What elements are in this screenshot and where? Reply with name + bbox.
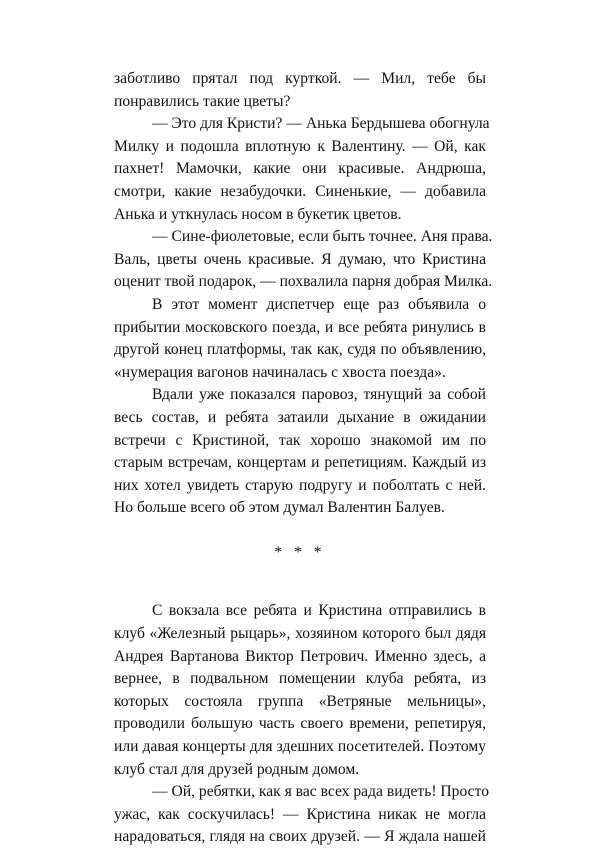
section-separator: * * * bbox=[274, 543, 326, 561]
text-line: понравились такие цветы? bbox=[114, 92, 291, 110]
text-line: — Это для Кристи? — Анька Бердышева обогнула bbox=[152, 115, 490, 133]
text-line: которых состояла группа «Ветряные мельницы», bbox=[114, 692, 486, 710]
text-line: заботливо прятал под курткой. — Мил, тебе бы bbox=[114, 70, 486, 87]
text-line: вернее, в подвальном помещении клуба ребята, из bbox=[114, 670, 486, 688]
text-line: встречи с Кристиной, так хорошо знакомой им по bbox=[114, 431, 486, 449]
text-after-separator bbox=[114, 600, 489, 849]
text-line: старым встречам, концертам и репетициям. Каждый из bbox=[114, 454, 486, 472]
text-line: Валь, цветы очень красивые. Я думаю, что Кристина bbox=[114, 250, 486, 268]
text-line: В этот момент диспетчер еще раз объявила о bbox=[152, 295, 486, 313]
text-line: Анька и уткнулась носом в букетик цветов. bbox=[114, 205, 402, 223]
text-line: прибытии московского поезда, и все ребята ринулись в bbox=[114, 318, 486, 336]
text-line: или давая концерты для здешних посетителей. Поэтому bbox=[114, 738, 486, 756]
paragraph bbox=[114, 600, 486, 781]
paragraph bbox=[114, 113, 490, 226]
text-line: клуб стал для друзей родным домом. bbox=[114, 760, 360, 778]
paragraph bbox=[114, 384, 486, 520]
text-line: С вокзала все ребята и Кристина отправились в bbox=[152, 602, 486, 620]
text-line: смотри, какие незабудочки. Синенькие, — добавила bbox=[114, 182, 486, 200]
paragraph bbox=[114, 226, 493, 294]
text-line: оценит твой подарок, — похвалила парня добрая Милка. bbox=[114, 273, 493, 291]
text-line: Андрея Вартанова Виктор Петрович. Именно здесь, а bbox=[114, 647, 486, 665]
text-line: — Сине-фиолетовые, если быть точнее. Аня права. bbox=[152, 228, 493, 246]
text-line: них хотел увидеть старую подругу и поболтать с ней. bbox=[114, 476, 486, 494]
text-line: — Ой, ребятки, как я вас всех рада видеть! Просто bbox=[152, 783, 489, 801]
paragraph bbox=[114, 781, 489, 849]
text-line: Милку и подошла вплотную к Валентину. — Ой, как bbox=[114, 137, 486, 155]
text-line: клуб «Железный рыцарь», хозяином которого был дядя bbox=[114, 625, 486, 643]
text-line: пахнет! Мамочки, какие они красивые. Андрюша, bbox=[114, 160, 486, 178]
text-line: весь состав, и ребята затаили дыхание в ожидании bbox=[114, 408, 486, 426]
paragraph bbox=[114, 68, 486, 113]
paragraph bbox=[114, 294, 486, 384]
text-line: нарадоваться, глядя на своих друзей. — Я ждала нашей bbox=[114, 828, 486, 846]
text-before-separator bbox=[114, 68, 493, 520]
text-line: проводили большую часть своего времени, репетируя, bbox=[114, 715, 486, 733]
text-line: Вдали уже показался паровоз, тянущий за собой bbox=[152, 386, 486, 404]
text-line: ужас, как соскучилась! — Кристина никак не могла bbox=[114, 805, 486, 823]
text-line: другой конец платформы, так как, судя по объявлению, bbox=[114, 341, 486, 359]
text-line: Но больше всего об этом думал Валентин Балуев. bbox=[114, 499, 445, 517]
text-line: «нумерация вагонов начиналась с хвоста поезда». bbox=[114, 363, 446, 381]
